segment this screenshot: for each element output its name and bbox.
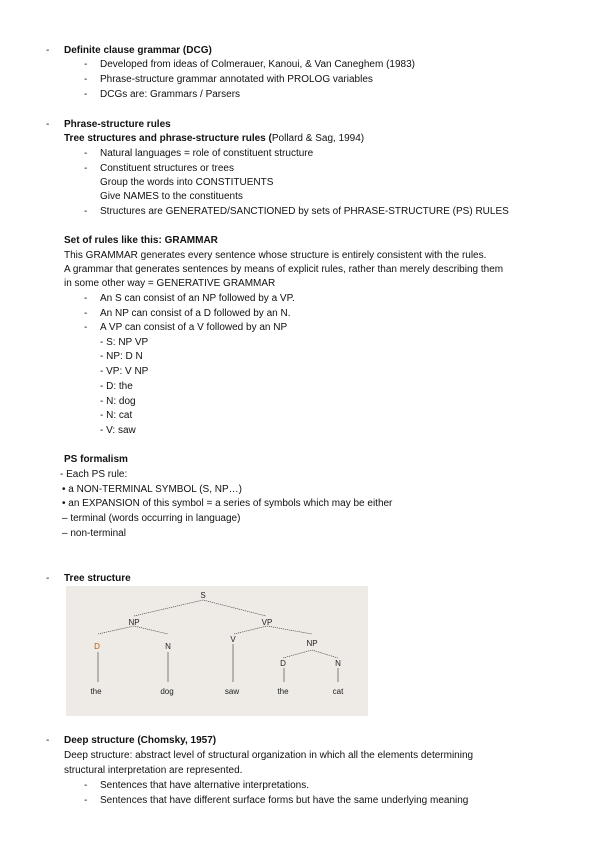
psr-item-continuation: Group the words into CONSTITUENTS: [100, 177, 274, 188]
deep-text-line: Deep structure: abstract level of structural organization in which all the elements determining: [64, 750, 474, 761]
psr-bullet: -: [46, 119, 50, 130]
psr-item: Structures are GENERATED/SANCTIONED by sets of PHRASE-STRUCTURE (PS) RULES: [100, 206, 509, 217]
grammar-rule: - V: saw: [100, 425, 136, 436]
tree-word: saw: [224, 687, 240, 696]
psr-heading: Phrase-structure rules: [64, 119, 171, 130]
deep-item: Sentences that have alternative interpretations.: [100, 780, 310, 791]
formalism-line: • a NON-TERMINAL SYMBOL (S, NP…): [62, 484, 243, 495]
formalism-line: • an EXPANSION of this symbol = a series of symbols which may be either: [62, 498, 393, 509]
grammar-item: A VP can consist of a V followed by an NP: [100, 322, 288, 333]
grammar-item-dash: -: [84, 322, 88, 333]
dcg-item-dash: -: [84, 89, 88, 100]
tree-node-v: V: [230, 635, 236, 644]
syntax-tree-diagram: [66, 586, 368, 716]
grammar-item: An S can consist of an NP followed by a VP.: [100, 293, 295, 304]
psr-item: Constituent structures or trees: [100, 163, 234, 174]
formalism-heading: PS formalism: [64, 454, 128, 465]
deep-bullet: -: [46, 735, 50, 746]
tree-bullet: -: [46, 573, 50, 584]
tree-node-np: NP: [306, 639, 318, 648]
deep-text-line: structural interpretation are represented.: [64, 765, 243, 776]
tree-heading: Tree structure: [64, 573, 131, 584]
dcg-bullet: -: [46, 45, 50, 56]
grammar-text-line: A grammar that generates sentences by means of explicit rules, rather than merely describing them: [64, 264, 504, 275]
grammar-item: An NP can consist of a D followed by an N.: [100, 308, 291, 319]
tree-node-s: S: [200, 591, 206, 600]
grammar-rule: - D: the: [100, 381, 133, 392]
dcg-heading: Definite clause grammar (DCG): [64, 45, 212, 56]
grammar-rule: - N: cat: [100, 410, 133, 421]
dcg-item-dash: -: [84, 59, 88, 70]
tree-edges: [98, 600, 338, 658]
dcg-item: Phrase-structure grammar annotated with PROLOG variables: [100, 74, 373, 85]
tree-node-d: D: [94, 642, 100, 651]
formalism-line: – non-terminal: [62, 528, 126, 539]
tree-word: cat: [332, 687, 344, 696]
formalism-line: - Each PS rule:: [60, 469, 128, 480]
psr-item: Natural languages = role of constituent structure: [100, 148, 314, 159]
tree-word: the: [90, 687, 102, 696]
psr-item-dash: -: [84, 148, 88, 159]
deep-item: Sentences that have different surface forms but have the same underlying meaning: [100, 795, 469, 806]
psr-subheading: [64, 132, 364, 145]
syntax-tree-svg: [66, 586, 368, 716]
edge-s: [134, 600, 266, 616]
tree-word: dog: [160, 687, 174, 696]
dcg-item-dash: -: [84, 74, 88, 85]
grammar-text-line: This GRAMMAR generates every sentence whose structure is entirely consistent with the rules.: [64, 250, 487, 261]
tree-leaf-stems: [98, 644, 338, 682]
formalism-line: – terminal (words occurring in language): [62, 513, 241, 524]
deep-item-dash: -: [84, 780, 88, 791]
tree-node-vp: VP: [261, 618, 273, 627]
edge-np2: [283, 650, 338, 658]
deep-heading: Deep structure (Chomsky, 1957): [64, 735, 217, 746]
edge-vp: [234, 626, 312, 634]
psr-item-dash: -: [84, 163, 88, 174]
grammar-rule: - VP: V NP: [100, 366, 149, 377]
dcg-item: Developed from ideas of Colmerauer, Kanoui, & Van Caneghem (1983): [100, 59, 415, 70]
grammar-item-dash: -: [84, 308, 88, 319]
psr-item-continuation: Give NAMES to the constituents: [100, 191, 243, 202]
tree-node-np: NP: [128, 618, 140, 627]
tree-node-n: N: [165, 642, 171, 651]
dcg-item: DCGs are: Grammars / Parsers: [100, 89, 241, 100]
tree-node-n: N: [335, 659, 341, 668]
grammar-rule: - NP: D N: [100, 351, 143, 362]
psr-subheading-citation: Pollard & Sag, 1994): [271, 133, 365, 144]
grammar-text-line: in some other way = GENERATIVE GRAMMAR: [64, 278, 276, 289]
grammar-heading: Set of rules like this: GRAMMAR: [64, 235, 218, 246]
grammar-rule: - S: NP VP: [100, 337, 149, 348]
grammar-rule: - N: dog: [100, 396, 136, 407]
grammar-item-dash: -: [84, 293, 88, 304]
edge-np1: [98, 626, 168, 634]
tree-word: the: [277, 687, 289, 696]
psr-item-dash: -: [84, 206, 88, 217]
deep-item-dash: -: [84, 795, 88, 806]
tree-node-d: D: [280, 659, 286, 668]
psr-subheading-bold: Tree structures and phrase-structure rules (: [64, 133, 272, 144]
